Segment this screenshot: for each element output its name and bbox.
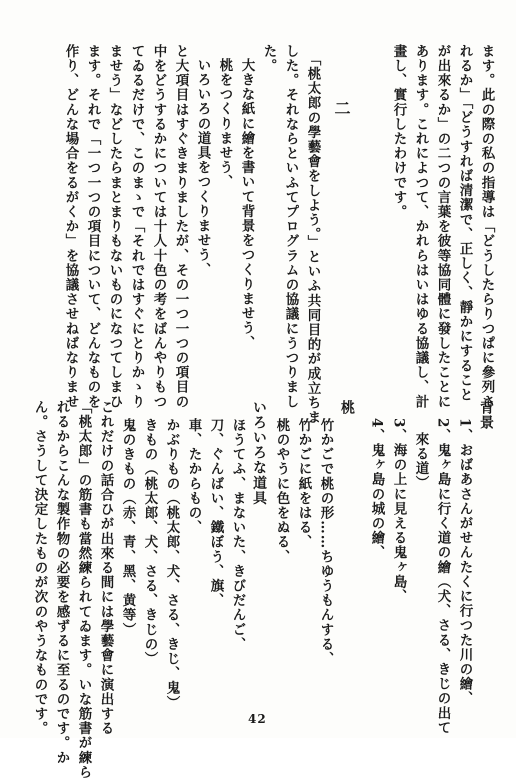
- text-line: 桃をつくりませう、: [216, 58, 233, 190]
- text-line: 中をどうするかについては十人十色の考をばんやりもつ: [150, 44, 167, 409]
- text-line: いろいろの道具をつくりませう、: [194, 58, 211, 277]
- text-line: れるからこんな製作物の必要を感ずるに至るのです。か: [53, 400, 70, 765]
- text-line: 1、おばあさんがせんたくに行つた川の繪、: [456, 418, 473, 706]
- text-line: 大きな紙に繪を書いて背景をつくりませう、: [238, 58, 255, 350]
- text-line: が出來るか」の二つの言葉を彼等協同體に發したことに: [434, 44, 451, 409]
- text-line: 鬼のきもの（赤、青、黑、黄等）: [119, 418, 136, 637]
- page-number: 42: [248, 712, 267, 726]
- text-line: れるか」「どうすれば清潔で、正しく、靜かにすること: [456, 44, 473, 403]
- text-line: きもの（桃太郎、犬、さる、きじの）: [141, 418, 158, 667]
- text-line: 「桃太郎の學藝會をしよう。」といふ共同目的が成立ちま: [304, 52, 321, 425]
- heading-haikei: 背景: [478, 400, 494, 431]
- text-line: 刀、ぐんばい、鐵ぼう、旗、: [207, 418, 224, 608]
- text-line: 作り、どんな場合をるがくか」を協議させねばなりませ: [62, 44, 79, 409]
- text-line: 車、たからもの、: [185, 418, 202, 535]
- text-line: あります。これによつて、かれらはいはゆる協議し、計: [412, 44, 429, 409]
- heading-momo: 桃: [339, 400, 355, 416]
- text-line: 桃のやうに色をぬる、: [273, 418, 290, 564]
- text-line: ん。さうして決定したものが次のやうなものです。: [31, 400, 48, 736]
- text-line: た。: [260, 44, 277, 74]
- text-line: ます。それで「一つ一つの項目について、どんなものを: [84, 44, 101, 409]
- text-line: 4、鬼ヶ島の城の繪、: [368, 418, 385, 560]
- text-line: ます。此の際の私の指導は「どうしたらりつぱに參列さ: [478, 44, 495, 409]
- text-line: 來る道）: [412, 432, 429, 491]
- text-line: ませう」などしたらまとまりもないものになつてしまひ: [106, 44, 123, 409]
- text-line: 竹かごで桃の形……ちゆうもんする、: [317, 418, 334, 667]
- text-line: と大項目はすぐきまりましたが、その一つ一つの項目の: [172, 44, 189, 409]
- text-line: 竹かごに紙をはる、: [295, 418, 312, 550]
- section-number: 二: [332, 100, 351, 116]
- text-line: 2、鬼ヶ島に行く道の繪（犬、さる、きじの出て: [434, 418, 451, 736]
- text-line: した。それならといふてプログラムの協議にうつりまし: [282, 44, 299, 409]
- text-line: ほうてふ、まないた、きびだんご、: [229, 418, 246, 652]
- text-line: 3、海の上に見える鬼ヶ島、: [390, 418, 407, 604]
- text-line: てゐるだけで、このまゝで「それではすぐにとりかゝり: [128, 44, 145, 409]
- heading-michigu: いろいろな道具: [251, 400, 267, 506]
- text-line: これだけの話合ひが出來る間には學藝會に演出する: [97, 400, 114, 736]
- text-line: 畫し、實行したわけです。: [390, 44, 407, 220]
- text-line: かぶりもの（桃太郎、犬、さる、きじ、鬼）: [163, 418, 180, 710]
- text-line: 「桃太郎」の筋書も當然練られてゐます。いな筋書が練ら: [75, 400, 92, 780]
